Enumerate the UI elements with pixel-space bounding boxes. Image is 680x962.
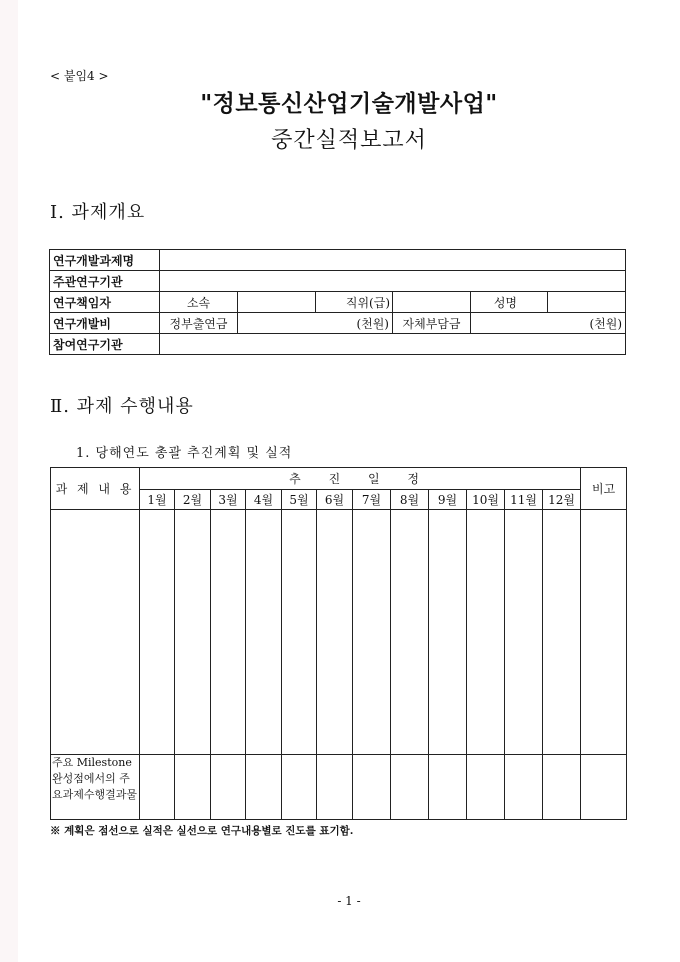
self-funding-value[interactable] bbox=[471, 313, 626, 334]
milestone-cell[interactable] bbox=[467, 755, 505, 820]
month-header: 6월 bbox=[317, 490, 353, 510]
milestone-cell[interactable] bbox=[282, 755, 317, 820]
month-header: 7월 bbox=[353, 490, 391, 510]
milestone-cell[interactable] bbox=[391, 755, 429, 820]
page-number: - 1 - bbox=[337, 894, 361, 908]
participating-label: 참여연구기관 bbox=[50, 334, 160, 355]
affiliation-label: 소속 bbox=[160, 292, 238, 313]
schedule-cell[interactable] bbox=[543, 510, 581, 755]
name-label: 성명 bbox=[471, 292, 548, 313]
milestone-cell[interactable] bbox=[505, 755, 543, 820]
project-name-label: 연구개발과제명 bbox=[50, 250, 160, 271]
schedule-cell[interactable] bbox=[429, 510, 467, 755]
annex-label: < 붙임4 > bbox=[50, 69, 109, 83]
position-label: 직위(급) bbox=[316, 292, 393, 313]
month-header: 5월 bbox=[282, 490, 317, 510]
month-header: 2월 bbox=[175, 490, 211, 510]
schedule-cell[interactable] bbox=[246, 510, 282, 755]
milestone-cell[interactable] bbox=[246, 755, 282, 820]
milestone-cell[interactable] bbox=[211, 755, 246, 820]
lead-institution-label: 주관연구기관 bbox=[50, 271, 160, 292]
month-header: 12월 bbox=[543, 490, 581, 510]
task-content-cell[interactable] bbox=[51, 510, 140, 755]
footnote: ※ 계획은 점선으로 실적은 실선으로 연구내용별로 진도를 표기함. bbox=[50, 825, 354, 837]
month-header: 11월 bbox=[505, 490, 543, 510]
schedule-cell[interactable] bbox=[505, 510, 543, 755]
task-header: 과 제 내 용 bbox=[51, 468, 140, 510]
month-header: 8월 bbox=[391, 490, 429, 510]
schedule-table bbox=[50, 467, 627, 820]
schedule-cell[interactable] bbox=[353, 510, 391, 755]
lead-institution-value[interactable] bbox=[160, 271, 626, 292]
section2-subheading: 1. 당해연도 총괄 추진계획 및 실적 bbox=[76, 446, 293, 461]
schedule-cell[interactable] bbox=[140, 510, 175, 755]
position-value[interactable] bbox=[393, 292, 471, 313]
milestone-cell[interactable] bbox=[543, 755, 581, 820]
gov-funding-label: 정부출연금 bbox=[160, 313, 238, 334]
schedule-cell[interactable] bbox=[391, 510, 429, 755]
milestone-cell[interactable] bbox=[175, 755, 211, 820]
section2-heading: Ⅱ. 과제 수행내용 bbox=[50, 396, 194, 417]
gov-funding-unit: (천원) bbox=[356, 316, 389, 331]
milestone-remarks-cell[interactable] bbox=[581, 755, 627, 820]
remarks-header: 비고 bbox=[581, 468, 627, 510]
pi-label: 연구책임자 bbox=[50, 292, 160, 313]
overview-table bbox=[49, 249, 626, 355]
month-header: 3월 bbox=[211, 490, 246, 510]
milestone-cell[interactable] bbox=[140, 755, 175, 820]
self-funding-label: 자체부담금 bbox=[393, 313, 471, 334]
month-header: 4월 bbox=[246, 490, 282, 510]
month-header: 9월 bbox=[429, 490, 467, 510]
schedule-cell[interactable] bbox=[175, 510, 211, 755]
month-header: 1월 bbox=[140, 490, 175, 510]
affiliation-value[interactable] bbox=[238, 292, 316, 313]
document-title: "정보통신산업기술개발사업" bbox=[200, 91, 498, 117]
rd-cost-label: 연구개발비 bbox=[50, 313, 160, 334]
project-name-value[interactable] bbox=[160, 250, 626, 271]
month-header: 10월 bbox=[467, 490, 505, 510]
remarks-cell[interactable] bbox=[581, 510, 627, 755]
schedule-cell[interactable] bbox=[467, 510, 505, 755]
name-value[interactable] bbox=[548, 292, 626, 313]
schedule-header: 추 진 일 정 bbox=[140, 468, 581, 490]
participating-value[interactable] bbox=[160, 334, 626, 355]
schedule-cell[interactable] bbox=[282, 510, 317, 755]
milestone-cell[interactable] bbox=[317, 755, 353, 820]
milestone-cell[interactable] bbox=[353, 755, 391, 820]
self-funding-unit: (천원) bbox=[589, 316, 623, 331]
milestone-cell[interactable] bbox=[429, 755, 467, 820]
schedule-cell[interactable] bbox=[317, 510, 353, 755]
document-page bbox=[18, 0, 680, 962]
document-subtitle: 중간실적보고서 bbox=[271, 128, 427, 153]
gov-funding-value[interactable] bbox=[238, 313, 393, 334]
section1-heading: Ⅰ. 과제개요 bbox=[50, 202, 146, 223]
schedule-cell[interactable] bbox=[211, 510, 246, 755]
milestone-label: 주요 Milestone 완성점에서의 주요과제수행결과물 bbox=[51, 755, 140, 820]
